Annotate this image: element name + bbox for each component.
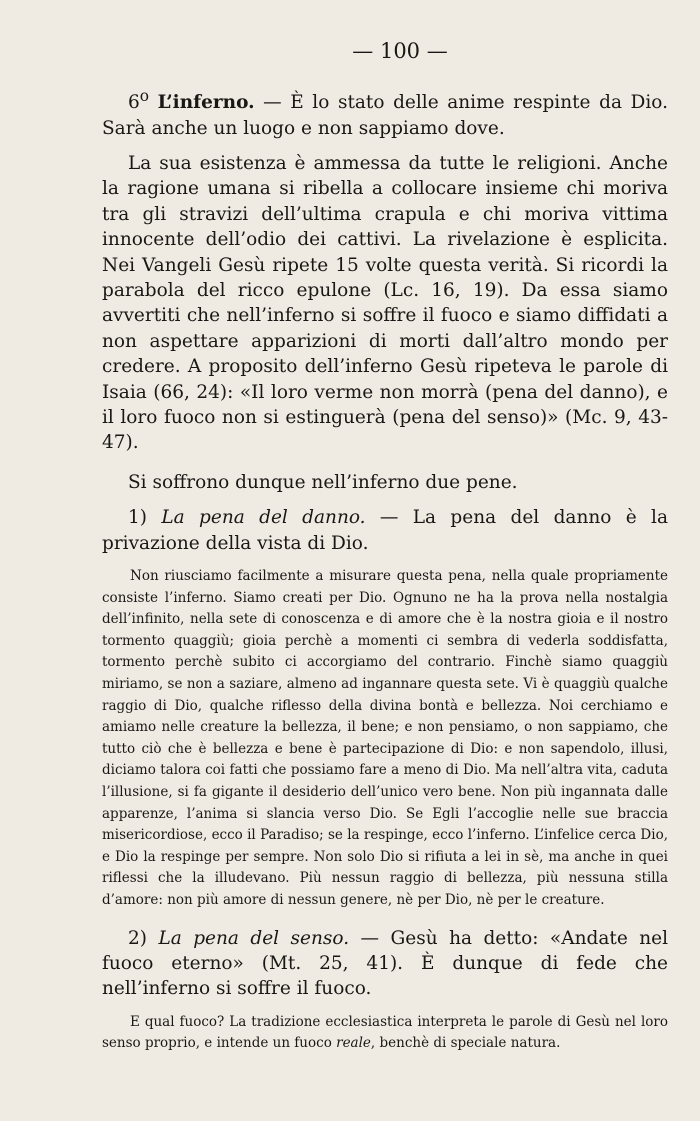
page-number: — 100 — <box>352 39 448 63</box>
book-page <box>102 36 668 1055</box>
pain-1-text: La pena del danno è la privazione della vista di Dio. <box>102 507 668 554</box>
pain-2-number: 2) <box>128 927 147 949</box>
paragraph-existence: La sua esistenza è ammessa da tutte le religioni. Anche la ragione umana si ribella a collocare insieme chi moriva tra gli stravizi dell’ultima crapula e chi moriva vittima innocente dell’odio dei cattivi. La rivelazione è esplicita. Nei Vangeli Gesù ripete 15 volte questa verità. Si ricordi la parabola del ricco epulone (Lc. 16, 19). Da essa siamo avvertiti che nell’inferno si soffre il fuoco e siamo diffidati a non aspettare apparizioni di morti dall’altro mondo per credere. A proposito dell’inferno Gesù ripeteva le parole di Isaia (66, 24): «Il loro verme non morrà (pena del danno), e il loro fuoco non si estinguerà (pena del senso)» (Mc. 9, 43-47). <box>102 152 668 454</box>
pain-1-number: 1) <box>128 507 147 529</box>
paragraph-fire-nature <box>102 1012 668 1055</box>
section-number: 6 <box>128 92 140 114</box>
section-heading: L’inferno. <box>157 92 255 114</box>
pain-1-dash: — <box>365 507 413 529</box>
fire-text-before: E qual fuoco? La tradizione ecclesiastica interpreta le parole di Gesù nel loro senso proprio, e intende un fuoco <box>102 1013 668 1052</box>
heading-dash: — <box>254 92 291 114</box>
pain-2-dash: — <box>349 927 391 949</box>
pain-of-loss <box>102 505 668 556</box>
section-ordinal: o <box>139 87 150 105</box>
paragraph-pain-of-loss-explanation: Non riusciamo facilmente a misurare questa pena, nella quale propriamente consiste l’inferno. Siamo creati per Dio. Ognuno ne ha la prova nella nostalgia dell’infinito, nella sete di conoscenza e di amore che è la nostra gioia e il nostro tormento quaggiù; gioia perchè a momenti ci sembra di vederla soddisfatta, tormento perchè subito ci accorgiamo del contrario. Finchè siamo quaggiù miriamo, se non a saziare, almeno ad ingannare questa sete. Vi è quaggiù qualche raggio di Dio, qualche riflesso della divina bontà e bellezza. Noi cerchiamo e amiamo nelle creature la bellezza, il bene; e non pensiamo, o non sappiamo, che tutto ciò che è bellezza e bene è partecipazione di Dio: e non sapendolo, illusi, diciamo talora coi fatti che possiamo fare a meno di Dio. Ma nell’altra vita, caduta l’illusione, si fa gigante il desiderio dell’unico vero bene. Non più ingannata dalle apparenze, l’anima si slancia verso Dio. Se Egli l’accoglie nelle sue braccia misericordiose, ecco il Paradiso; se la respinge, ecco l’inferno. L’infelice cerca Dio, e Dio la respinge per sempre. Non solo Dio si rifiuta a lei in sè, ma anche in quei riflessi che la illudevano. Più nessun raggio di bellezza, più nessuna stilla d’amore: non più amore di nessun genere, nè per Dio, nè per le creature. <box>102 568 668 908</box>
pain-2-text: Gesù ha detto: «Andate nel fuoco eterno» (Mt. 25, 41). È dunque di fede che nell’inferno si soffre il fuoco. <box>102 927 668 1000</box>
section-inferno <box>102 84 668 141</box>
pain-of-sense <box>102 926 668 1002</box>
paragraph-two-pains: Si soffrono dunque nell’inferno due pene. <box>128 471 518 493</box>
section-intro-text: È lo stato delle anime respinte da Dio. Sarà anche un luogo e non sappiamo dove. <box>102 92 668 139</box>
fire-text-after: , benchè di speciale natura. <box>370 1035 561 1052</box>
pain-2-title: La pena del senso. <box>158 927 350 949</box>
fire-text-italic: reale <box>336 1035 371 1052</box>
pain-1-title: La pena del danno. <box>161 507 366 529</box>
